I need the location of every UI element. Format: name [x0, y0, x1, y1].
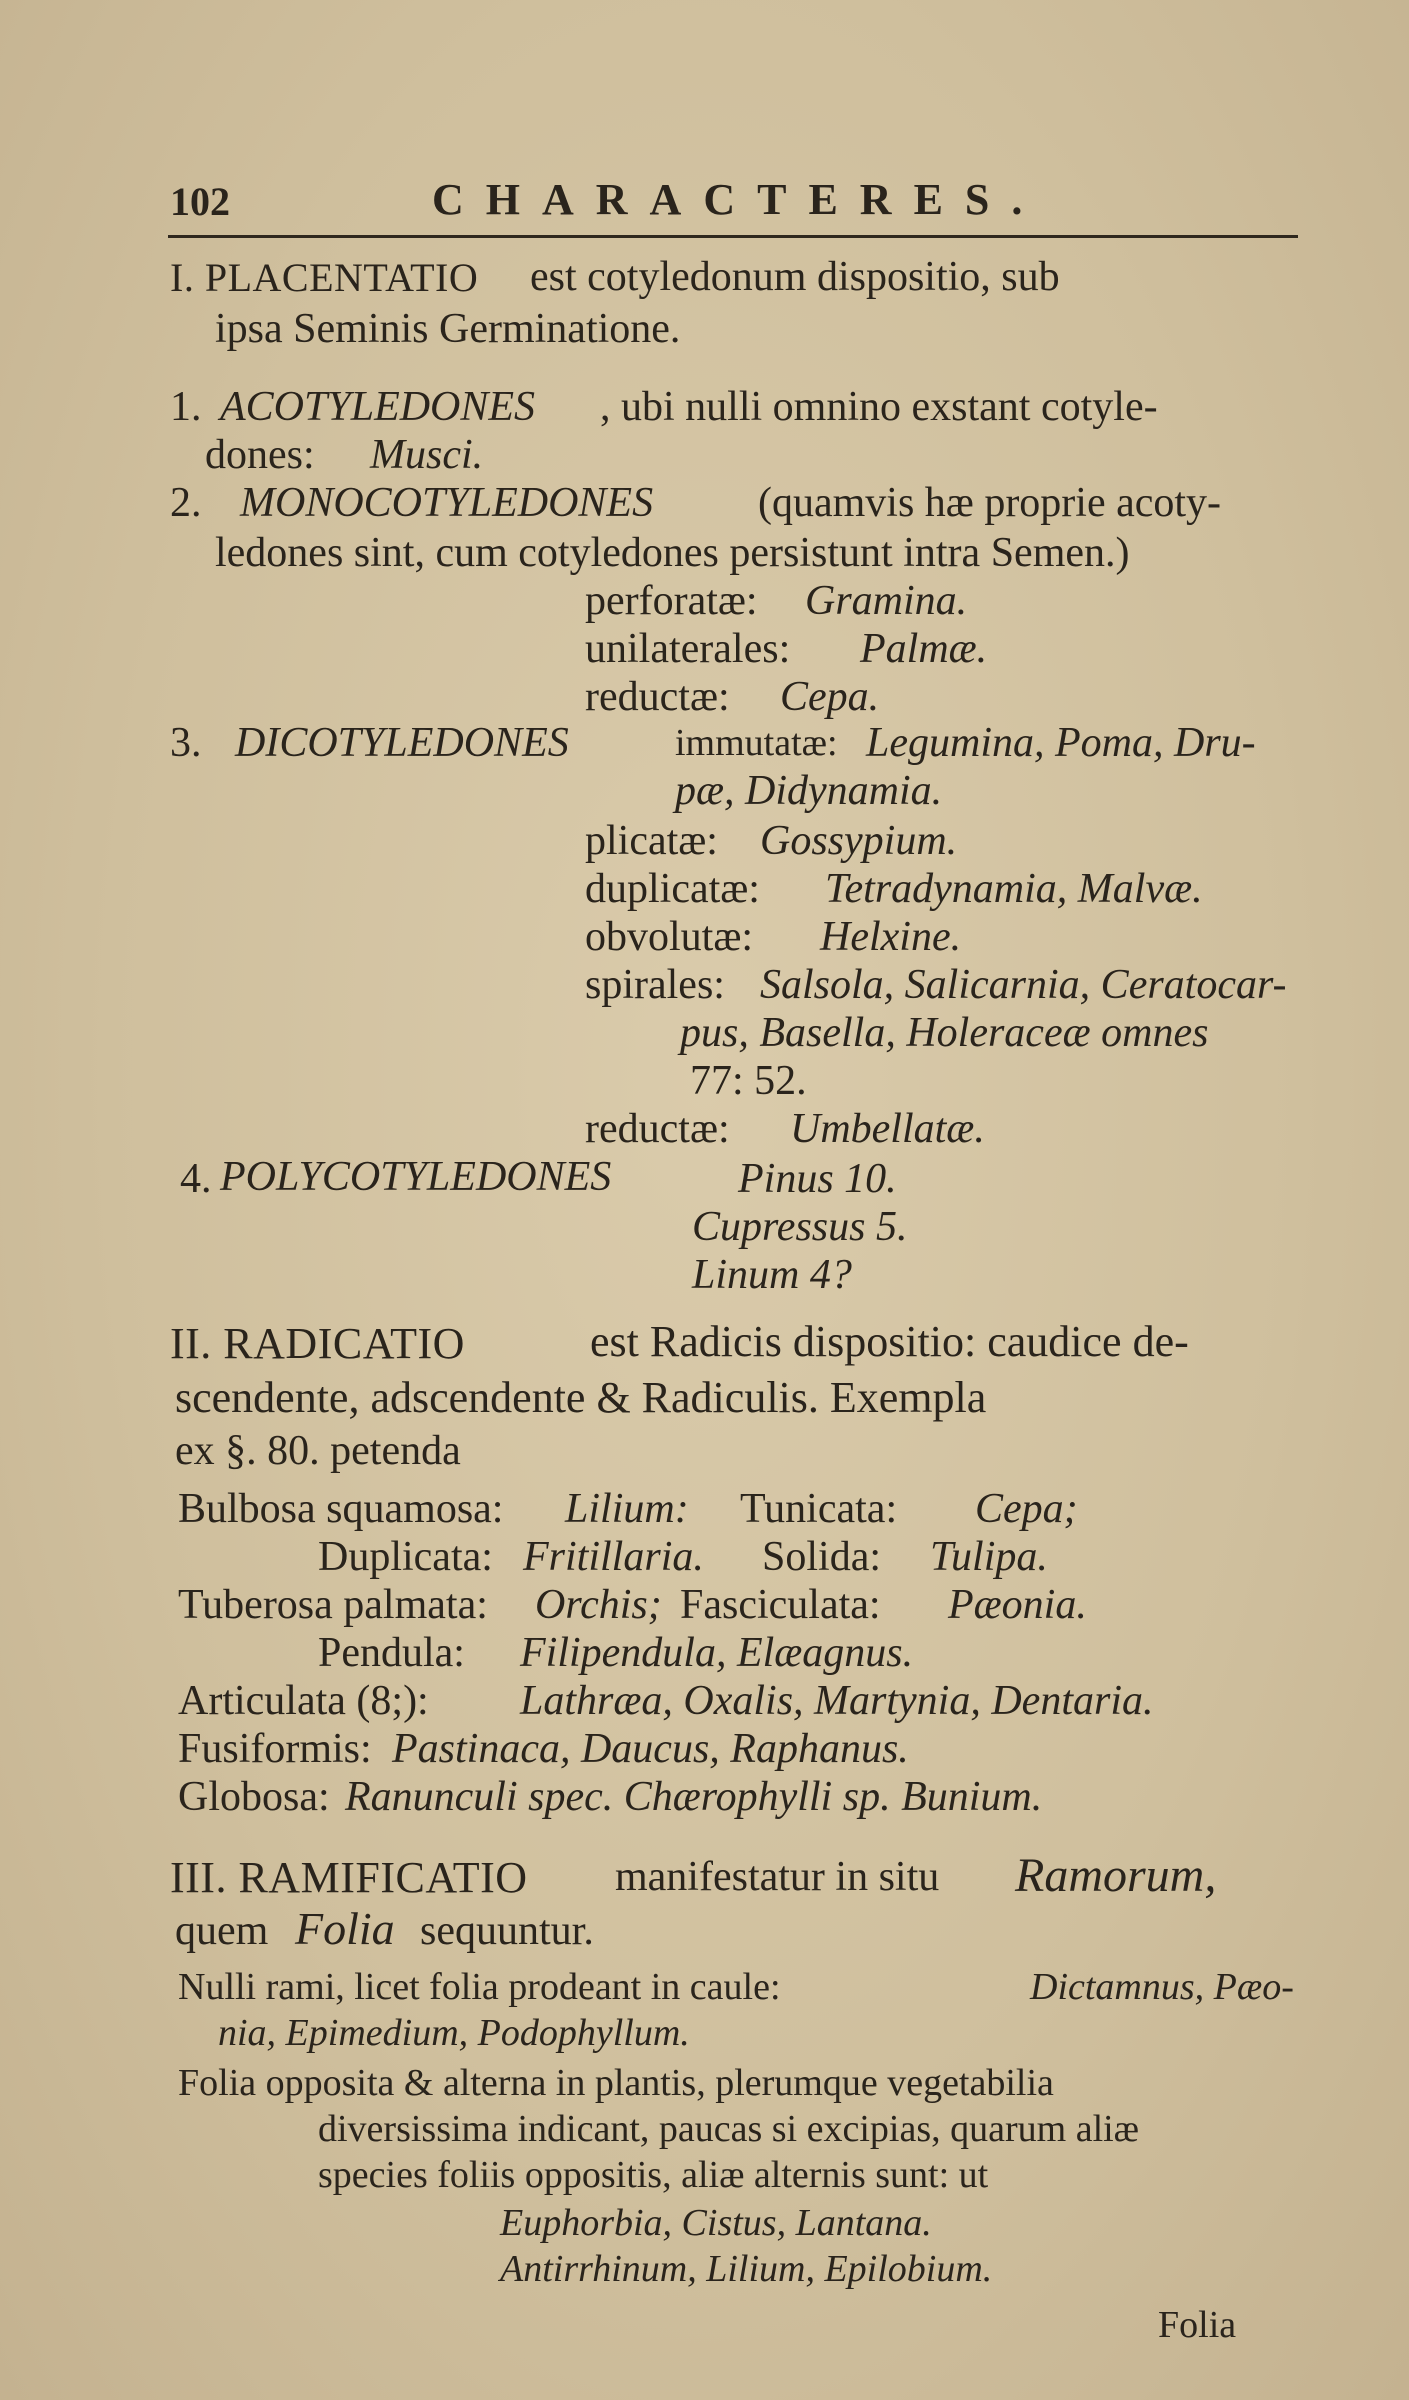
item-3e-example: Salsola, Salicarnia, Ceratocar- [760, 962, 1287, 1008]
section-3-line-2-rest: sequuntur. [420, 1908, 594, 1954]
item-2b-example: Palmæ. [860, 626, 988, 672]
item-1-name: ACOTYLEDONES [220, 384, 536, 430]
root-7-label: Globosa: [178, 1774, 330, 1820]
item-2b-label: unilaterales: [585, 626, 791, 672]
item-2a-example: Gramina. [805, 578, 968, 624]
item-3f-label: reductæ: [585, 1106, 730, 1152]
item-2-text: (quamvis hæ proprie acoty- [758, 480, 1222, 526]
root-4-example: Filipendula, Elæagnus. [520, 1630, 914, 1676]
item-3e-reference: 77: 52. [690, 1058, 807, 1104]
root-5-example: Lathræa, Oxalis, Martynia, Dentaria. [520, 1678, 1154, 1724]
root-6-label: Fusiformis: [178, 1726, 372, 1772]
item-3e-example-2: pus, Basella, Holeraceæ omnes [680, 1010, 1209, 1056]
item-3d-label: obvolutæ: [585, 914, 754, 960]
root-2b-example: Tulipa. [930, 1534, 1048, 1580]
item-1-number: 1. [170, 384, 202, 430]
item-2c-example: Cepa. [780, 674, 880, 720]
section-2-title: II. RADICATIO [170, 1319, 465, 1368]
item-1-example: Musci. [370, 432, 484, 478]
item-1-line-2: dones: [205, 432, 315, 478]
ramification-1: Nulli rami, licet folia prodeant in caule: [178, 1966, 781, 2008]
item-3-number: 3. [170, 720, 202, 766]
item-3a-label: immutatæ: [675, 722, 838, 764]
page-number: 102 [170, 179, 230, 224]
section-1-intro-line-1: est cotyledonum dispositio, sub [530, 254, 1060, 300]
root-1-example: Lilium: [565, 1486, 689, 1532]
item-3e-label: spirales: [585, 962, 725, 1008]
ramification-2-example-2: Antirrhinum, Lilium, Epilobium. [500, 2248, 993, 2290]
root-3b-example: Pæonia. [948, 1582, 1087, 1628]
section-3-line-1-italic: Ramorum, [1015, 1849, 1217, 1902]
root-5-label: Articulata (8;): [178, 1678, 429, 1724]
header-rule [168, 235, 1298, 238]
root-3b-label: Fasciculata: [680, 1582, 881, 1628]
ramification-2-example-1: Euphorbia, Cistus, Lantana. [500, 2202, 932, 2244]
ramification-1-example-2: nia, Epimedium, Podophyllum. [218, 2012, 690, 2054]
section-1-intro-line-2: ipsa Seminis Germinatione. [215, 306, 681, 352]
root-3-label: Tuberosa palmata: [178, 1582, 488, 1628]
root-7-example: Ranunculi spec. Chærophylli sp. Bunium. [345, 1774, 1043, 1820]
item-4-name: POLYCOTYLEDONES [220, 1154, 612, 1200]
root-2-label: Duplicata: [318, 1534, 493, 1580]
item-3c-label: duplicatæ: [585, 866, 760, 912]
item-2-line-2: ledones sint, cum cotyledones persistunt intra Semen.) [215, 530, 1130, 576]
item-3f-example: Umbellatæ. [790, 1106, 985, 1152]
section-2-line-1: est Radicis dispositio: caudice de- [590, 1317, 1189, 1366]
root-3-example: Orchis; [535, 1582, 662, 1628]
catchword: Folia [1158, 2304, 1237, 2346]
running-title: CHARACTERES. [432, 175, 1045, 224]
item-1-text: , ubi nulli omnino exstant cotyle- [600, 384, 1158, 430]
root-2-example: Fritillaria. [523, 1534, 704, 1580]
ramification-1-example: Dictamnus, Pæo- [1030, 1966, 1294, 2008]
root-4-label: Pendula: [318, 1630, 465, 1676]
ramification-2-line-3: species foliis oppositis, aliæ alternis sunt: ut [318, 2154, 989, 2196]
item-3d-example: Helxine. [820, 914, 962, 960]
item-3c-example: Tetradynamia, Malvæ. [825, 866, 1203, 912]
root-1-label: Bulbosa squamosa: [178, 1486, 504, 1532]
root-6-example: Pastinaca, Daucus, Raphanus. [392, 1726, 909, 1772]
section-3-line-2-italic: Folia [295, 1903, 395, 1954]
section-3-line-2: quem [175, 1908, 269, 1954]
section-3-title: III. RAMIFICATIO [170, 1853, 528, 1902]
item-2-number: 2. [170, 480, 202, 526]
ramification-2-line-2: diversissima indicant, paucas si excipias, quarum aliæ [318, 2108, 1140, 2150]
item-4a-example: Pinus 10. [738, 1156, 897, 1202]
item-4-number: 4. [180, 1156, 212, 1202]
section-2-line-3: ex §. 80. petenda [175, 1428, 461, 1474]
ramification-2-line-1: Folia opposita & alterna in plantis, plerumque vegetabilia [178, 2062, 1054, 2104]
item-3b-label: plicatæ: [585, 818, 718, 864]
root-2b-label: Solida: [762, 1534, 882, 1580]
item-3b-example: Gossypium. [760, 818, 958, 864]
item-4c-example: Linum 4? [692, 1252, 852, 1298]
root-1b-example: Cepa; [975, 1486, 1078, 1532]
section-1-title: I. PLACENTATIO [170, 255, 479, 300]
section-3-line-1: manifestatur in situ [615, 1854, 940, 1900]
root-1b-label: Tunicata: [740, 1486, 898, 1532]
item-4b-example: Cupressus 5. [692, 1204, 908, 1250]
item-2c-label: reductæ: [585, 674, 730, 720]
item-3a-example: Legumina, Poma, Dru- [866, 720, 1256, 766]
item-2a-label: perforatæ: [585, 578, 758, 624]
item-2-name: MONOCOTYLEDONES [240, 480, 654, 526]
section-2-line-2: scendente, adscendente & Radiculis. Exempla [175, 1373, 987, 1422]
item-3-name: DICOTYLEDONES [235, 720, 569, 766]
item-3a-example-2: pæ, Didynamia. [675, 768, 943, 814]
